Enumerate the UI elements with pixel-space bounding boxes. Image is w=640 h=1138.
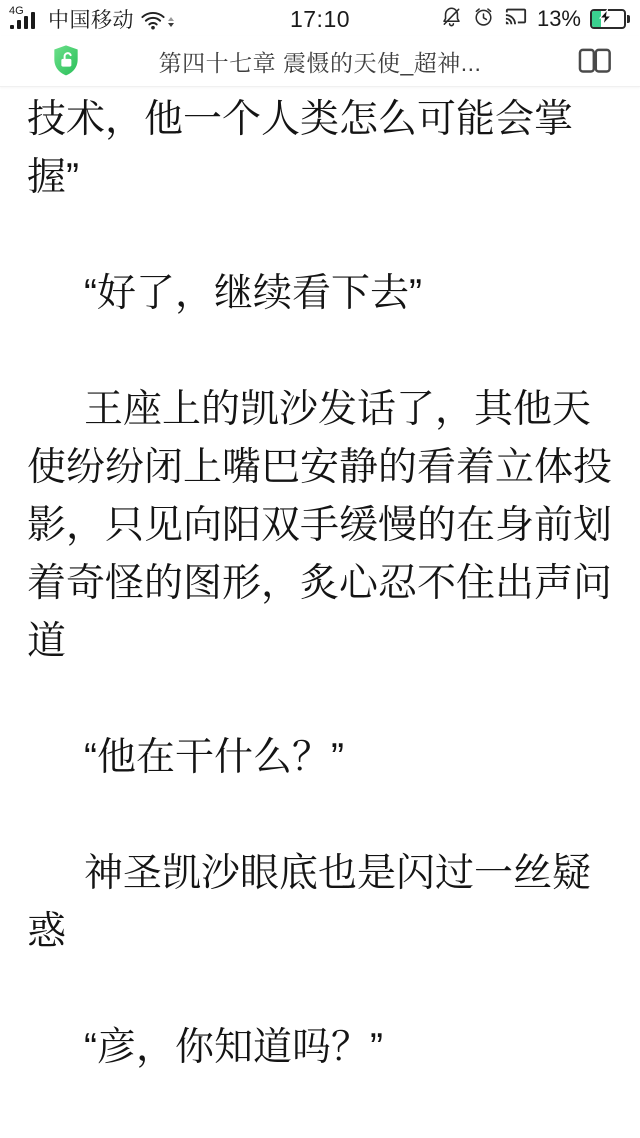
bell-muted-icon xyxy=(440,5,463,34)
carrier-label: 中国移动 xyxy=(48,9,134,32)
paragraph xyxy=(27,265,613,323)
text-line: 技术，他一个人类怎么可能会掌 xyxy=(27,98,574,141)
status-bar xyxy=(0,0,640,36)
text-line: 道 xyxy=(27,620,67,663)
battery-charging-icon xyxy=(590,9,630,29)
page-title[interactable]: 第四十七章 震慑的天使_超神... xyxy=(158,49,482,76)
paragraph xyxy=(27,1019,613,1077)
paragraph xyxy=(27,845,613,961)
paragraph xyxy=(27,729,613,787)
reader-header xyxy=(0,36,640,87)
text-line: “他在干什么？” xyxy=(84,736,344,779)
text-line: “好了，继续看下去” xyxy=(84,272,422,315)
text-line: 神圣凯沙眼底也是闪过一丝疑 xyxy=(84,852,592,895)
text-line: 惑 xyxy=(27,910,67,953)
paragraph xyxy=(27,381,613,671)
text-line: 着奇怪的图形，炙心忍不住出声问 xyxy=(27,562,613,605)
open-book-icon[interactable] xyxy=(578,47,612,75)
reader-content[interactable] xyxy=(0,87,640,1077)
text-line: 使纷纷闭上嘴巴安静的看着立体投 xyxy=(27,446,613,489)
screencast-icon xyxy=(504,5,528,33)
text-line: 王座上的凯沙发话了，其他天 xyxy=(84,388,592,431)
alarm-clock-icon xyxy=(472,5,495,34)
paragraph xyxy=(27,91,613,207)
text-line: “彦，你知道吗？” xyxy=(84,1026,383,1069)
clock-label: 17:10 xyxy=(289,5,351,32)
text-line: 影，只见向阳双手缓慢的在身前划 xyxy=(27,504,613,547)
battery-percent-label: 13% xyxy=(536,6,581,31)
status-right-cluster xyxy=(440,5,630,34)
text-line: 握” xyxy=(27,156,79,199)
network-type-label: 4G xyxy=(9,5,24,17)
